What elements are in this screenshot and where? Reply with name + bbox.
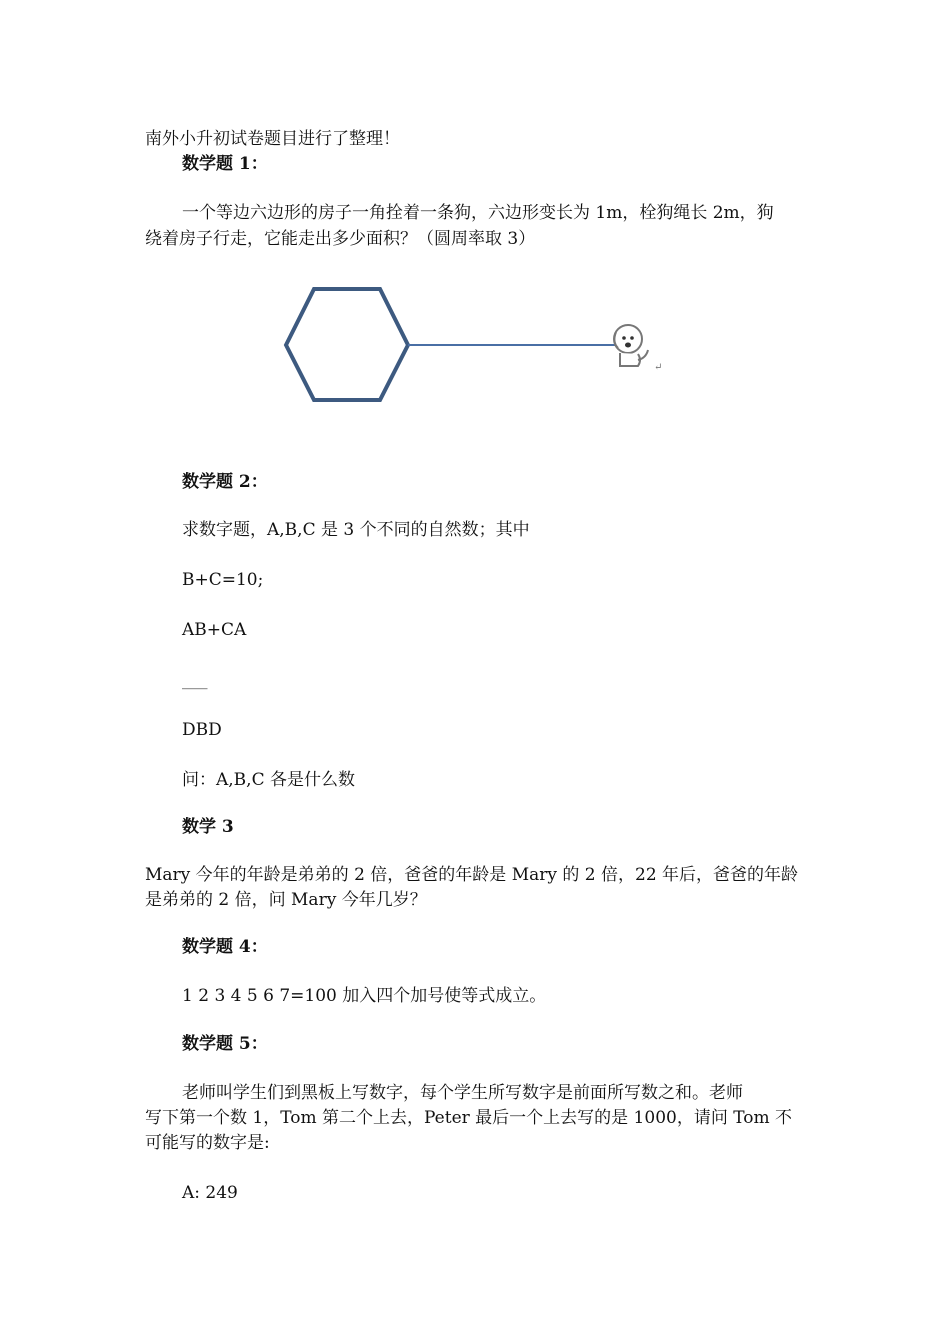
q4-heading: 数学题 4：: [182, 937, 268, 957]
q3-heading: 数学 3: [182, 817, 234, 837]
hexagon-house-shape: [286, 289, 408, 400]
q2-rule: ___: [182, 670, 208, 690]
q3-text-line1: Mary 今年的年龄是弟弟的 2 倍，爸爸的年龄是 Mary 的 2 倍，22 年后，爸爸的年龄: [145, 865, 799, 885]
q1-text-line1: 一个等边六边形的房子一角拴着一条狗，六边形变长为 1m，栓狗绳长 2m，狗: [182, 203, 774, 223]
q5-text-line3: 可能写的数字是:: [145, 1133, 270, 1153]
q5-text-line1: 老师叫学生们到黑板上写数字，每个学生所写数字是前面所写数之和。老师: [182, 1083, 743, 1103]
q2-text-line5: 问：A,B,C 各是什么数: [182, 770, 355, 790]
q2-text-line1: 求数字题，A,B,C 是 3 个不同的自然数；其中: [182, 520, 530, 540]
q2-text-line4: DBD: [182, 720, 222, 740]
dog-icon: [614, 325, 648, 366]
q5-heading: 数学题 5：: [182, 1034, 268, 1054]
q1-heading: 数学题 1：: [182, 154, 268, 174]
q2-text-line2: B+C=10;: [182, 570, 264, 590]
hexagon-dog-figure: [280, 280, 680, 410]
q5-option-a: A: 249: [182, 1183, 238, 1203]
q1-text-line2: 绕着房子行走，它能走出多少面积？（圆周率取 3）: [145, 229, 536, 249]
q3-text-line2: 是弟弟的 2 倍，问 Mary 今年几岁？: [145, 890, 427, 910]
return-mark: ↵: [654, 362, 663, 373]
q2-heading: 数学题 2：: [182, 472, 268, 492]
q2-text-line3: AB+CA: [182, 620, 247, 640]
intro-text: 南外小升初试卷题目进行了整理！: [145, 129, 400, 149]
q4-text-line1: 1 2 3 4 5 6 7=100 加入四个加号使等式成立。: [182, 986, 547, 1006]
q5-text-line2: 写下第一个数 1，Tom 第二个上去，Peter 最后一个上去写的是 1000，请问 Tom 不: [145, 1108, 793, 1128]
